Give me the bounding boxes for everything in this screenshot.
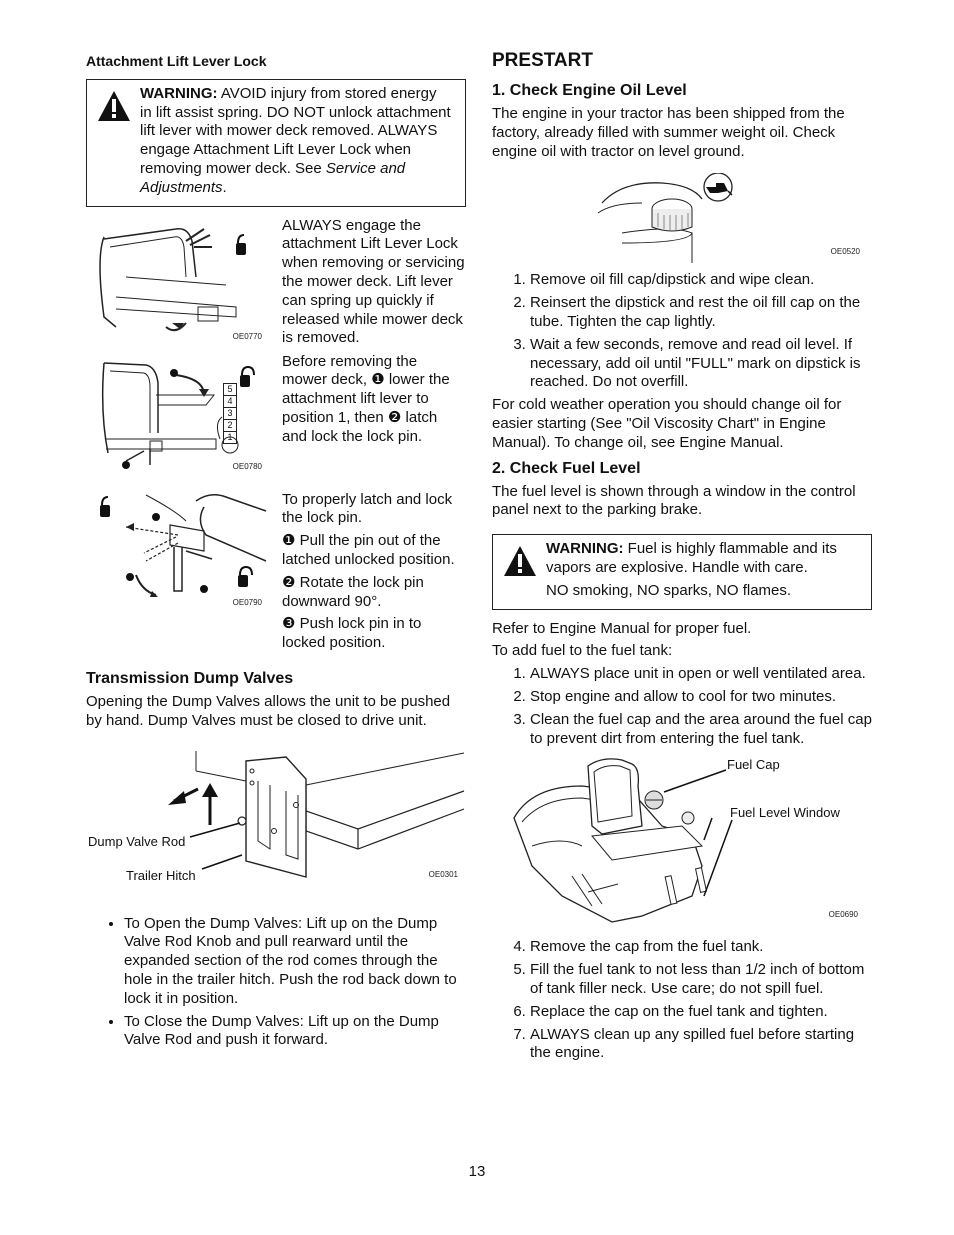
position-2: 2 [224,420,236,432]
lock-pin-step-3: ❸ Push lock pin in to locked position. [282,615,422,652]
dump-valve-rod-label: Dump Valve Rod [88,833,186,849]
right-column [492,50,872,1067]
fuel-warning-text: WARNING: Fuel is highly flammable and its vapors are explosive. Handle with care. [546,540,837,576]
warning-text: WARNING: AVOID injury from stored energy in lift assist spring. DO NOT unlock attachment lift lever with mower deck removed. ALWAYS engage Attachment Lift Lever Lock when removing mower deck. See Service and Adjustments. [140,84,451,196]
oil-dipstick-drawing [492,173,872,265]
position-4: 4 [224,396,236,408]
position-3: 3 [224,408,236,420]
lock-pin-step-1: ❶ Pull the pin out of the latched unlocked position. [282,532,455,568]
fuel-warning-no-flames: NO smoking, NO sparks, NO flames. [546,581,792,599]
fuel-reference: Refer to Engine Manual for proper fuel. [492,619,752,637]
position-5: 5 [224,384,236,396]
lever-position-scale [223,383,237,444]
left-column [86,50,466,1054]
warning-triangle-icon [97,90,131,122]
fuel-level-title: 2. Check Fuel Level [492,459,641,477]
figure-lift-lever-lock [86,217,466,349]
dump-valves-title: Transmission Dump Valves [86,669,294,687]
figure-code: OE0690 [828,909,858,919]
fuel-cap-label: Fuel Cap [727,757,780,773]
prestart-title: PRESTART [492,50,593,71]
oil-cold-weather-note: For cold weather operation you should change oil for easier starting (See "Oil Viscosity Chart" in Engine Manual). To change oil, see Engine Manual. [492,396,842,451]
fuel-intro: The fuel level is shown through a window in the control panel next to the parking brake. [492,482,856,519]
fuel-steps-4-7 [492,938,872,1063]
lever-positions-caption: Before removing the mower deck, ❶ lower the attachment lift lever to position 1, then ❷ latch and lock the lock pin. [282,352,450,445]
list-item: • To Close the Dump Valves: Lift up on the Dump Valve Rod and push it forward. [124,1013,466,1051]
figure-dump-valve [86,751,466,899]
warning-box-lift [86,79,466,207]
list-item: 6. Replace the cap on the fuel tank and tighten. [530,1003,872,1022]
figure-code: OE0790 [232,597,262,607]
figure-oil-dipstick [492,173,872,265]
dump-valve-instructions [86,915,466,1051]
list-item: • To Open the Dump Valves: Lift up on the Dump Valve Rod Knob and pull rearward until the expanded section of the rod comes through the hole in the trailer hitch. Push the rod back down to lock it in position. [124,915,466,1009]
tractor-fuel-drawing [492,756,872,928]
list-item: 5. Fill the fuel tank to not less than 1/2 inch of bottom of tank filler neck. Use care; do not spill fuel. [530,961,872,999]
figure-code: OE0301 [428,869,458,879]
fuel-steps-1-3 [492,665,872,748]
list-item: 3. Wait a few seconds, remove and read oil level. If necessary, add oil until "FULL" mark on dipstick is reached. Do not overfill. [530,336,872,392]
list-item: 1. Remove oil fill cap/dipstick and wipe clean. [530,271,872,290]
oil-level-title: 1. Check Engine Oil Level [492,82,687,99]
lock-pin-illustration [86,491,282,621]
list-item: 3. Clean the fuel cap and the area around the fuel cap to prevent dirt from entering the fuel tank. [530,711,872,749]
lock-pin-intro: To properly latch and lock the lock pin. [282,490,453,527]
lift-lever-illustration [86,217,282,349]
figure-lock-pin [86,491,466,657]
lock-pin-steps [282,491,466,657]
page-number: 13 [468,1163,486,1180]
oil-intro: The engine in your tractor has been shipped from the factory, already filled with summer weight oil. Check engine oil with tractor on level ground. [492,105,845,160]
list-item: 2. Reinsert the dipstick and rest the oil fill cap on the tube. Tighten the cap lightly. [530,294,872,332]
lift-lock-caption: ALWAYS engage the attachment Lift Lever Lock when removing or servicing the mower deck. Lift lever can spring up quickly if released while mower deck is removed. [282,216,465,347]
lock-pin-step-2: ❷ Rotate the lock pin downward 90°. [282,573,424,610]
warning-box-fuel [492,534,872,609]
list-item: 1. ALWAYS place unit in open or well ventilated area. [530,665,872,684]
oil-check-steps [492,271,872,392]
figure-code: OE0520 [830,246,860,256]
dump-valves-intro: Opening the Dump Valves allows the unit to be pushed by hand. Dump Valves must be closed to drive unit. [86,692,451,729]
figure-code: OE0780 [232,461,262,471]
list-item: 2. Stop engine and allow to cool for two minutes. [530,688,872,707]
figure-fuel-cap [492,756,872,928]
fuel-add-intro: To add fuel to the fuel tank: [492,642,673,660]
warning-triangle-icon [503,545,537,577]
figure-code: OE0770 [232,331,262,341]
list-item: 7. ALWAYS clean up any spilled fuel before starting the engine. [530,1026,872,1064]
fuel-level-window-label: Fuel Level Window [730,805,840,821]
lever-positions-illustration [86,353,282,479]
trailer-hitch-label: Trailer Hitch [126,867,196,883]
lift-lock-title: Attachment Lift Lever Lock [86,53,267,69]
list-item: 4. Remove the cap from the fuel tank. [530,938,872,957]
position-1: 1 [227,431,233,442]
figure-lever-positions [86,353,466,479]
